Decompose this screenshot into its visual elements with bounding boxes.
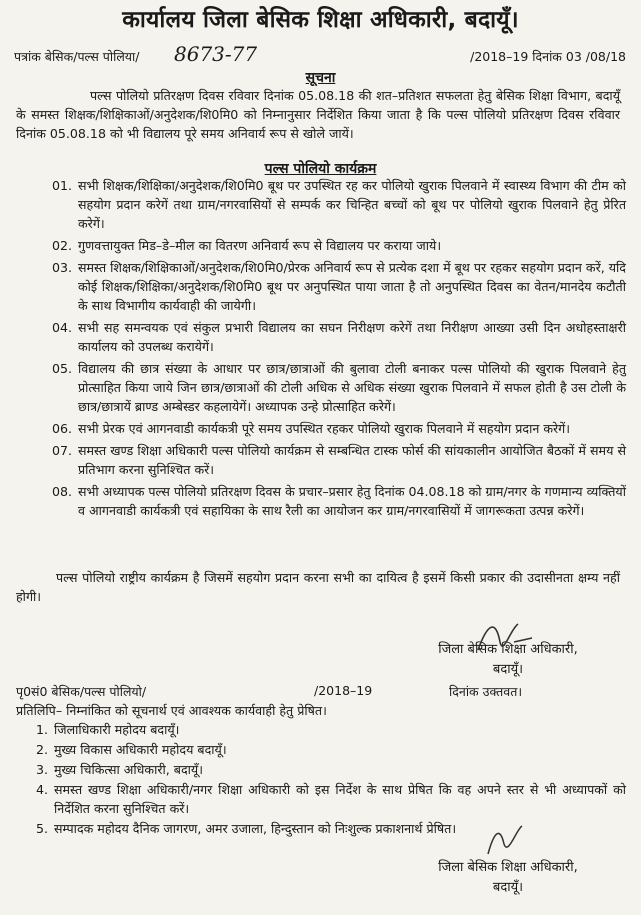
program-point <box>16 359 626 416</box>
recipient-number: 2. <box>36 742 49 757</box>
recipient-number: 1. <box>36 722 49 737</box>
point-text: सभी शिक्षक/शिक्षिका/अनुदेशक/शि0मि0 बूथ पर उपस्थित रह कर पोलियो खुराक पिलवाने में स्वास्थ्य विभाग की टीम को सहयोग प्रदान करेगें तथा ग्राम/नगरवासियों से सम्पर्क कर चिन्हित बच्चों को बूथ पर पोलियो खुराक पिलवाने हेतु प्रेरित करेगें। <box>78 178 626 231</box>
signature-block-2 <box>398 858 618 898</box>
notice-intro-paragraph: पल्स पोलियो प्रतिरक्षण दिवस रविवार दिनांक 05.08.18 की शत–प्रतिशत सफलता हेतु बेसिक शिक्षा विभाग, बदायूँ के समस्त शिक्षक/शिक्षिकाओं/अनुदेशक/शि0मि0 को निम्नानुसार निर्देशित किया जाता है कि पल्स पोलियो प्रतिरक्षण दिवस रविवार दिनांक 05.08.18 को भी विद्यालय पूरे समय अनिवार्य रूप से खोले जायें। <box>16 88 620 141</box>
signatory-place: बदायूँ। <box>492 880 524 895</box>
program-point <box>16 176 626 233</box>
program-point <box>16 318 626 356</box>
reference-prefix: पत्रांक बेसिक/पल्स पोलिया/ <box>14 49 140 64</box>
copy-recipient <box>16 740 626 759</box>
notice-title: सूचना <box>305 70 336 86</box>
copy-intro: प्रतिलिपि– निम्नांकित को सूचनार्थ एवं आवश्यक कार्यवाही हेतु प्रेषित। <box>16 703 327 718</box>
recipient-number: 4. <box>36 782 49 797</box>
program-point <box>16 482 626 520</box>
point-text: गुणवत्तायुक्त मिड–डे–मील का वितरण अनिवार्य रूप से विद्यालय पर कराया जाये। <box>78 238 442 253</box>
program-points-list <box>16 176 626 523</box>
point-number: 07. <box>52 443 73 458</box>
copy-recipient <box>16 760 626 779</box>
point-text: सभी सह समन्वयक एवं संकुल प्रभारी विद्यालय का सघन निरीक्षण करेगें तथा निरीक्षण आख्या उसी दिन अधोहस्ताक्षरी कार्यालय को उपलब्ध करायेगें। <box>78 320 626 354</box>
recipient-text: समस्त खण्ड शिक्षा अधिकारी/नगर शिक्षा अधिकारी को इस निर्देश के साथ प्रेषित कि वह अपने स्तर से भी अध्यापकों को निर्देशित करना सुनिश्चित करें। <box>54 782 626 816</box>
signatory-title: जिला बेसिक शिक्षा अधिकारी, <box>438 860 578 875</box>
copy-reference-date: दिनांक उक्तवत। <box>449 684 523 699</box>
point-number: 02. <box>52 238 73 253</box>
point-text: विद्यालय की छात्र संख्या के आधार पर छात्र/छात्राओं की बुलावा टोली बनाकर पल्स पोलियो की खुराक पिलवाने हेतु प्रोत्साहित किया जाये जिन छात्र/छात्राओं की टोली अधिक से अधिक संख्या खुराक पिलवाने में सफल होती है उस टोली के छात्र/छात्रायें ब्राण्ड अम्बेस्डर कहलायेगें। अध्यापक उन्हे प्रोत्साहित करेगें। <box>78 361 626 414</box>
point-number: 06. <box>52 421 73 436</box>
closing-paragraph: पल्स पोलियो राष्ट्रीय कार्यक्रम है जिसमें सहयोग प्रदान करना सभी का दायित्व है इसमें किसी प्रकार की उदासीनता क्षम्य नहीं होगी। <box>16 570 620 604</box>
handwritten-signature <box>470 612 540 662</box>
point-number: 04. <box>52 320 73 335</box>
copy-recipient <box>16 780 626 818</box>
recipient-text: मुख्य चिकित्सा अधिकारी, बदायूँ। <box>54 762 203 777</box>
program-point <box>16 419 626 438</box>
program-title: पल्स पोलियो कार्यक्रम <box>264 161 377 177</box>
signatory-place: बदायूँ। <box>492 662 524 677</box>
point-text: सभी अध्यापक पल्स पोलियो प्रतिरक्षण दिवस के प्रचार–प्रसार हेतु दिनांक 04.08.18 को ग्राम/नगर के गणमान्य व्यक्तियों व आगनवाडी कार्यकत्री एवं सहायिका के साथ रैली का आयोजन कर ग्राम/नगरवासियों में जागरूकता उत्पन्न करेगें। <box>78 484 626 518</box>
handwritten-signature-2 <box>478 820 538 860</box>
reference-date: /2018–19 दिनांक 03 /08/18 <box>470 49 626 64</box>
point-number: 03. <box>52 260 73 275</box>
program-point <box>16 236 626 255</box>
copy-recipient <box>16 720 626 739</box>
handwritten-letter-number: 8673-77 <box>174 42 258 66</box>
office-heading: कार्यालय जिला बेसिक शिक्षा अधिकारी, बदायूँ। <box>122 7 519 33</box>
point-number: 08. <box>52 484 73 499</box>
point-number: 05. <box>52 361 73 376</box>
point-text: समस्त शिक्षक/शिक्षिकाओं/अनुदेशक/शि0मि0/प्रेरक अनिवार्य रूप से प्रत्येक दशा में बूथ पर रहकर सहयोग प्रदान करें, यदि कोई शिक्षक/शिक्षिका/अनुदेशक/शि0मि0 बूथ पर अनुपस्थित पाया जाता है तो अनुपस्थित दिवस का वेतन/मानदेय कटौती के साथ विभागीय कार्यवाही की जायेगी। <box>78 260 626 313</box>
recipient-number: 5. <box>36 821 49 836</box>
point-text: सभी प्रेरक एवं आगनवाडी कार्यकत्री पूरे समय उपस्थित रहकर पोलियो खुराक पिलवाने में सहयोग प्रदान करेगें। <box>78 421 571 436</box>
recipient-number: 3. <box>36 762 49 777</box>
copy-reference-prefix: पृ0सं0 बेसिक/पल्स पोलियो/ <box>16 684 147 699</box>
point-text: समस्त खण्ड शिक्षा अधिकारी पल्स पोलियो कार्यक्रम से सम्बन्धित टास्क फोर्स की सांयकालीन आयोजित बैठकों में समय से प्रतिभाग करना सुनिश्चित करें। <box>78 443 626 477</box>
recipient-text: जिलाधिकारी महोदय बदायूँ। <box>54 722 180 737</box>
program-point <box>16 441 626 479</box>
copy-reference-year: /2018–19 <box>314 683 373 698</box>
program-point <box>16 258 626 315</box>
signatory-title: जिला बेसिक शिक्षा अधिकारी, <box>438 642 578 657</box>
recipient-text: सम्पादक महोदय दैनिक जागरण, अमर उजाला, हिन्दुस्तान को निःशुल्क प्रकाशनार्थ प्रेषित। <box>54 821 457 836</box>
recipient-text: मुख्य विकास अधिकारी महोदय बदायूँ। <box>54 742 227 757</box>
point-number: 01. <box>52 178 73 193</box>
